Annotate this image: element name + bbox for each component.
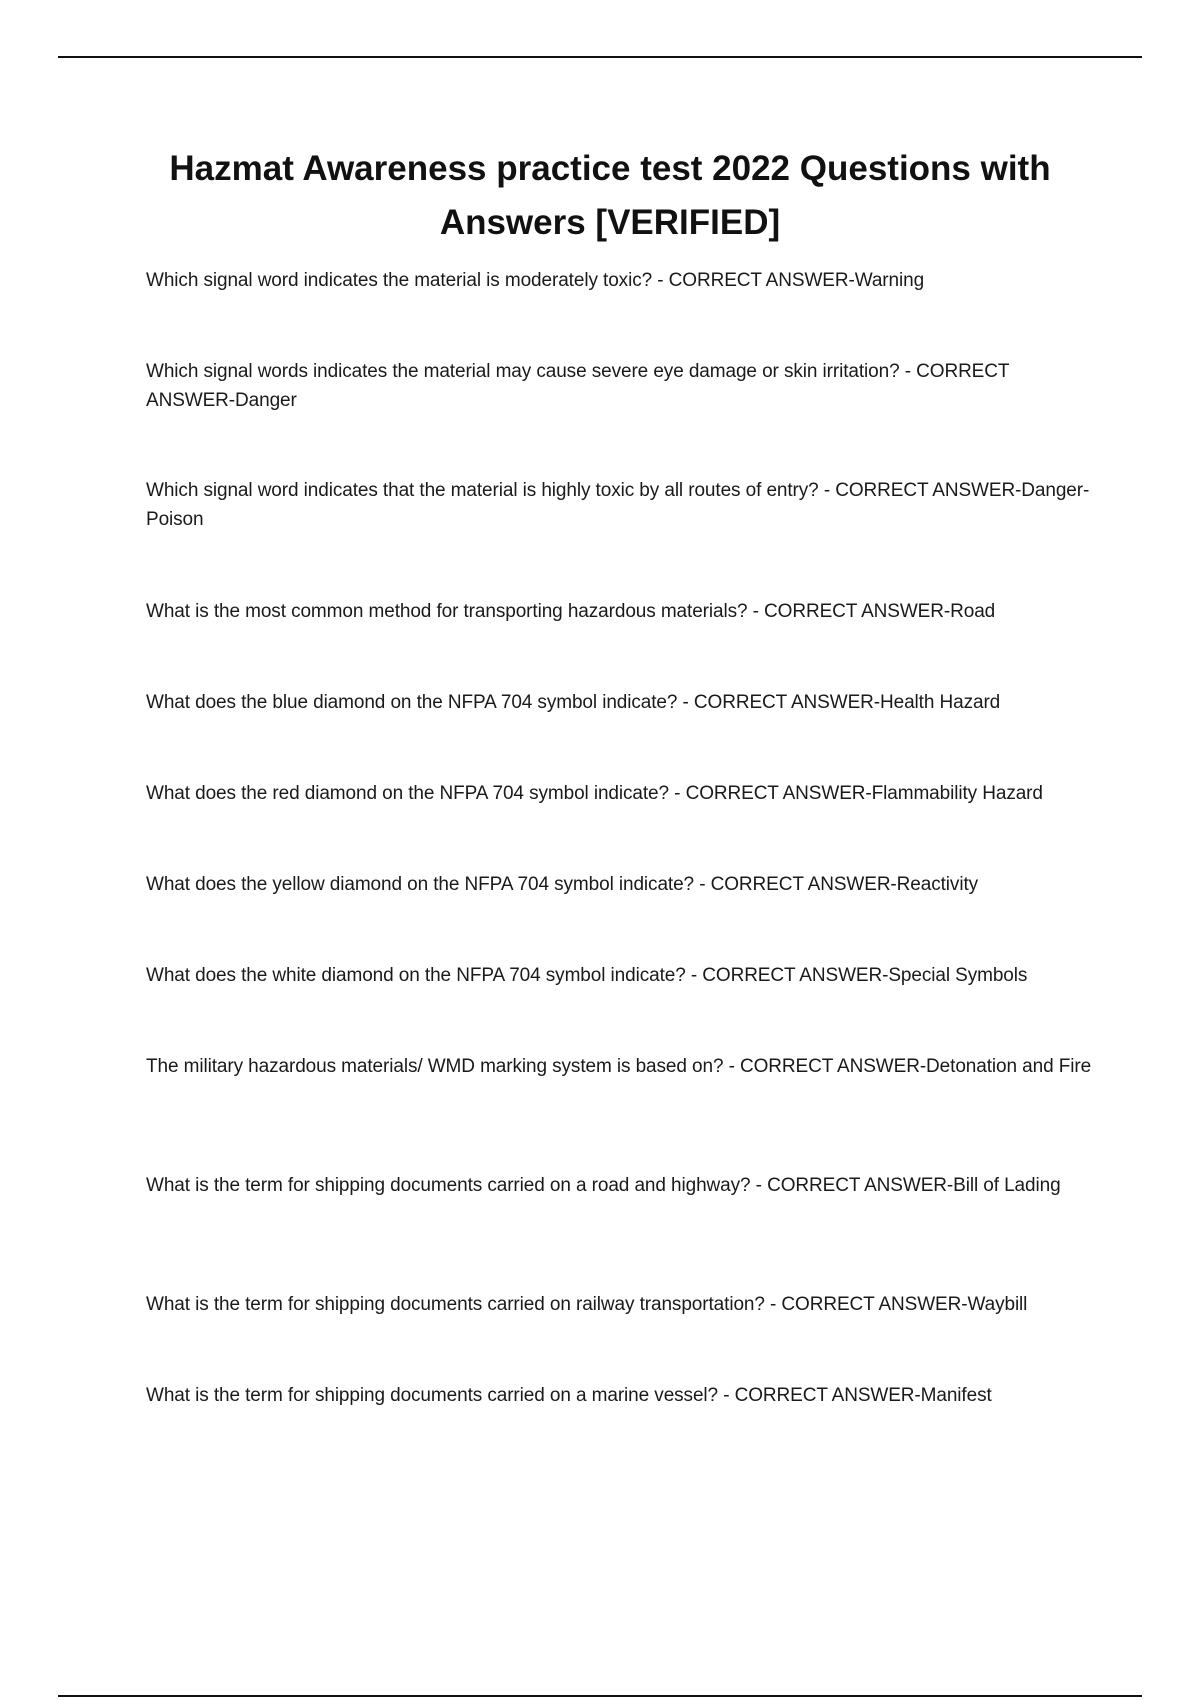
qa-item: What is the term for shipping documents carried on railway transportation? - CORRECT ANSWER-Waybill: [146, 1294, 1028, 1315]
qa-item: What does the white diamond on the NFPA 704 symbol indicate? - CORRECT ANSWER-Special Symbols: [146, 965, 1028, 986]
qa-item: What does the blue diamond on the NFPA 704 symbol indicate? - CORRECT ANSWER-Health Hazard: [146, 692, 1001, 713]
qa-item: Which signal words indicates the material may cause severe eye damage or skin irritation? - CORRECT ANSWER-Danger: [146, 361, 1010, 411]
qa-item: What is the term for shipping documents carried on a marine vessel? - CORRECT ANSWER-Manifest: [146, 1385, 992, 1406]
qa-item: Which signal word indicates the material is moderately toxic? - CORRECT ANSWER-Warning: [146, 270, 925, 291]
page-title: Hazmat Awareness practice test 2022 Questions with Answers [VERIFIED]: [169, 149, 1051, 242]
qa-item: What does the yellow diamond on the NFPA 704 symbol indicate? - CORRECT ANSWER-Reactivity: [146, 874, 979, 895]
bottom-rule: [58, 1695, 1142, 1697]
qa-item: What does the red diamond on the NFPA 704 symbol indicate? - CORRECT ANSWER-Flammability Hazard: [146, 783, 1043, 804]
top-rule: [58, 56, 1142, 58]
qa-item: Which signal word indicates that the material is highly toxic by all routes of entry? - CORRECT ANSWER-Danger- Poison: [146, 480, 1090, 530]
qa-item: What is the term for shipping documents carried on a road and highway? - CORRECT ANSWER-Bill of Lading: [146, 1175, 1061, 1196]
qa-item: The military hazardous materials/ WMD marking system is based on? - CORRECT ANSWER-Detonation and Fire: [146, 1056, 1092, 1077]
qa-item: What is the most common method for transporting hazardous materials? - CORRECT ANSWER-Road: [146, 601, 996, 622]
